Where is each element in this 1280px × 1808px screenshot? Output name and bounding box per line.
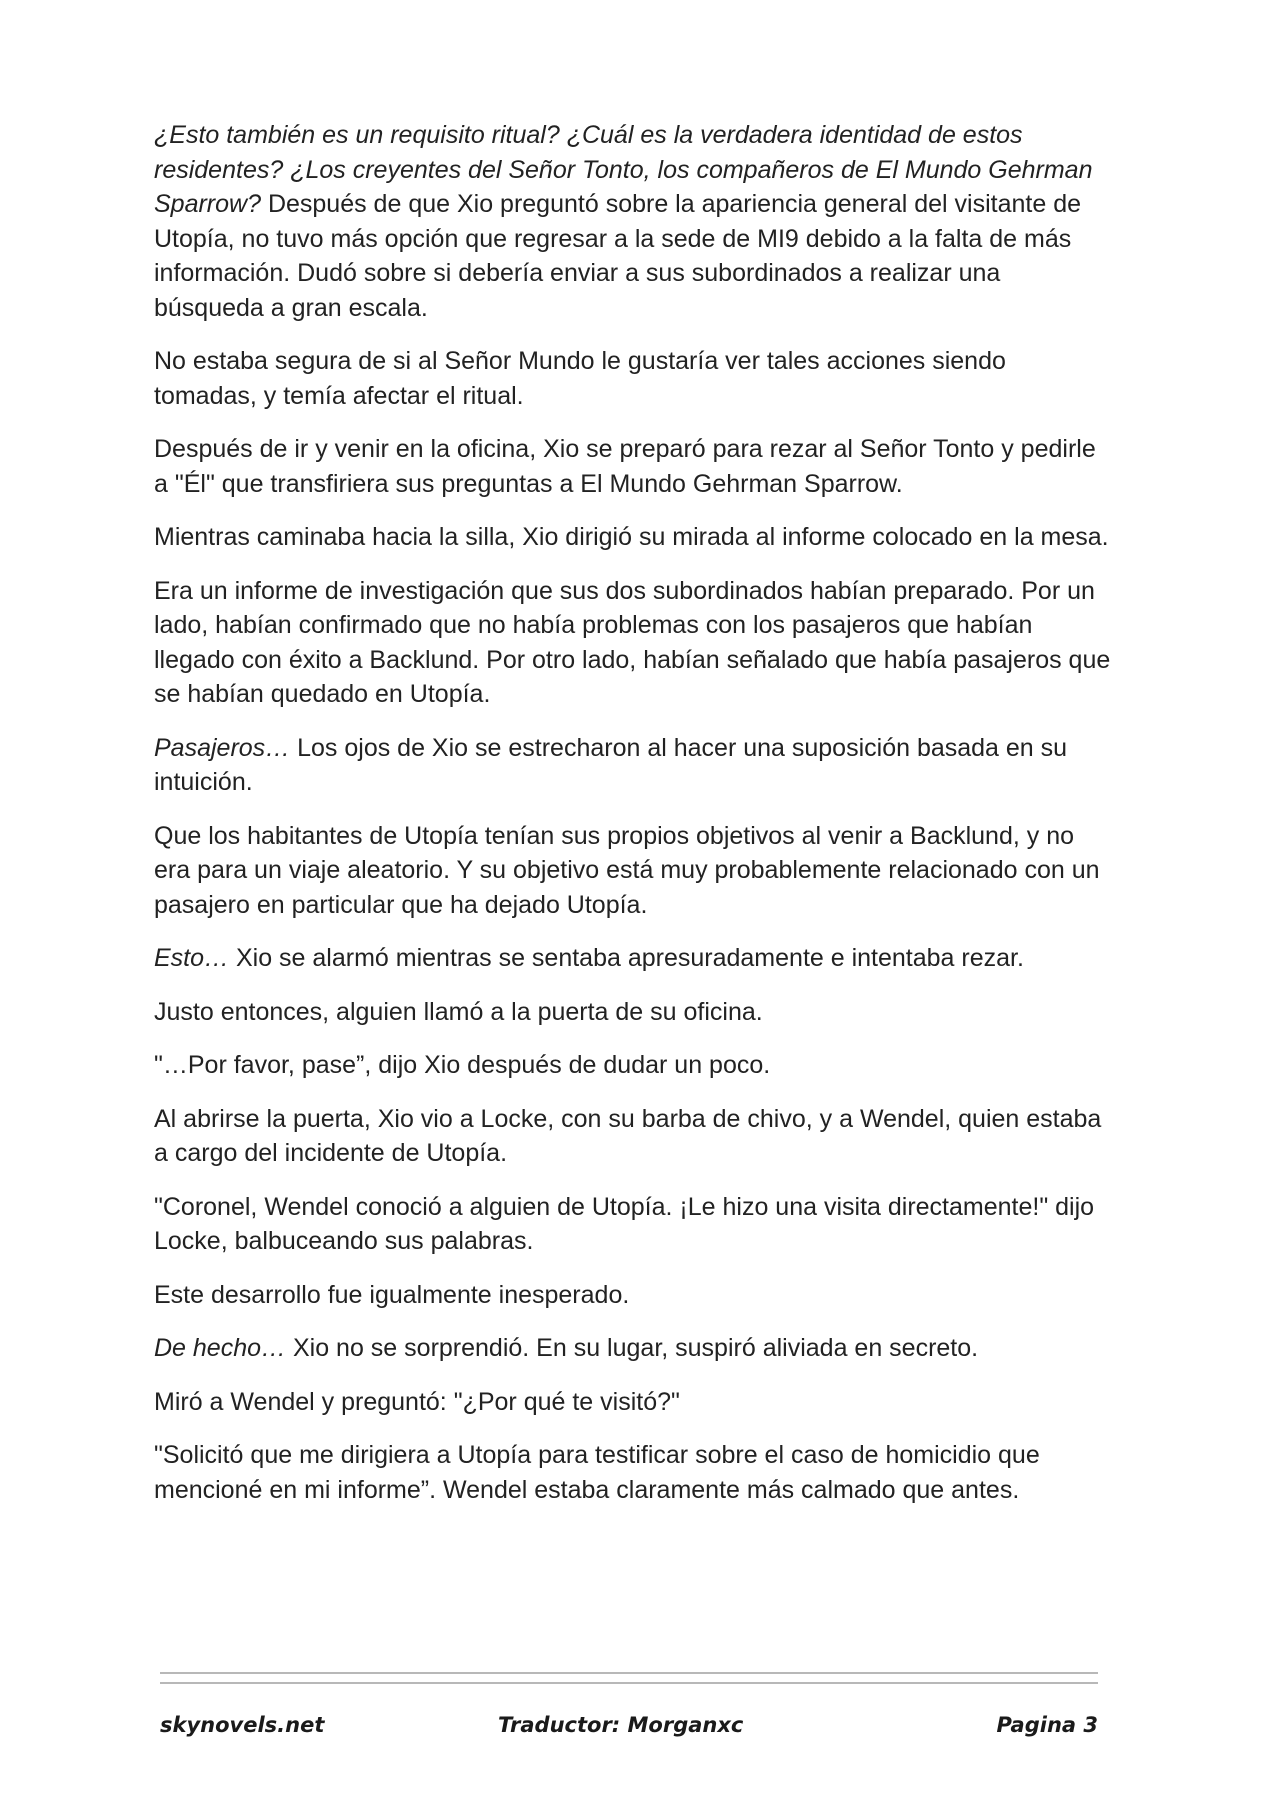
paragraph-text: Mientras caminaba hacia la silla, Xio dirigió su mirada al informe colocado en la mesa. [154,523,1109,551]
paragraph-11 [154,1102,1114,1171]
paragraph-2 [154,344,1114,413]
paragraph-6 [154,731,1114,800]
paragraph-text: "Coronel, Wendel conoció a alguien de Utopía. ¡Le hizo una visita directamente!" dijo Locke, balbuceando sus palabras. [154,1192,1095,1255]
paragraph-3 [154,432,1114,501]
paragraph-13 [154,1278,1114,1313]
page-body [154,118,1114,1526]
footer-site: skynovels.net [160,1713,325,1737]
paragraph-text: Al abrirse la puerta, Xio vio a Locke, con su barba de chivo, y a Wendel, quien estaba a cargo del incidente de Utopía. [154,1104,1102,1167]
paragraph-text: Este desarrollo fue igualmente inesperado. [154,1280,630,1309]
paragraph-text: Xio no se sorprendió. En su lugar, suspiró aliviada en secreto. [286,1334,979,1362]
footer-page-number: Pagina 3 [996,1713,1098,1737]
paragraph-italic: Esto… [154,944,230,972]
page-footer [160,1713,1098,1743]
paragraph-text: Después de que Xio preguntó sobre la apariencia general del visitante de Utopía, no tuvo más opción que regresar a la sede de MI9 debido a la falta de más información. Dudó sobre si debería enviar a sus subordinados a realizar una búsqueda a gran escala. [154,190,1081,322]
paragraph-text: Xio se alarmó mientras se sentaba apresuradamente e intentaba rezar. [229,944,1024,972]
paragraph-16 [154,1438,1114,1507]
footer-divider-top [160,1672,1098,1674]
paragraph-text: Justo entonces, alguien llamó a la puerta de su oficina. [154,997,763,1026]
footer-divider-bottom [160,1682,1098,1684]
footer-translator: Traductor: Morganxc [498,1713,744,1737]
paragraph-text: "…Por favor, pase”, dijo Xio después de dudar un poco. [154,1051,771,1079]
paragraph-1 [154,118,1114,325]
paragraph-text: Miró a Wendel y preguntó: "¿Por qué te visitó?" [154,1387,680,1416]
paragraph-10 [154,1048,1114,1083]
paragraph-italic: Pasajeros… [154,733,291,762]
paragraph-italic: De hecho… [154,1334,287,1362]
paragraph-9 [154,995,1114,1030]
paragraph-text: Después de ir y venir en la oficina, Xio se preparó para rezar al Señor Tonto y pedirle a "Él" que transfiriera sus preguntas a El Mundo Gehrman Sparrow. [154,435,1096,498]
paragraph-text: Era un informe de investigación que sus dos subordinados habían preparado. Por un lado, habían confirmado que no había problemas con los pasajeros que habían llegado con éxito a Backlund. Por otro lado, habían señalado que había pasajeros que se habían quedado en Utopía. [154,576,1111,708]
paragraph-5 [154,574,1114,712]
paragraph-text: "Solicitó que me dirigiera a Utopía para testificar sobre el caso de homicidio que mencioné en mi informe”. Wendel estaba claramente más calmado que antes. [154,1441,1040,1504]
paragraph-8 [154,941,1114,976]
paragraph-text: Los ojos de Xio se estrecharon al hacer una suposición basada en su intuición. [154,733,1068,796]
paragraph-italic: ¿Esto también es un requisito ritual? ¿Cuál es la verdadera identidad de estos residentes? ¿Los creyentes del Señor Tonto, los compañeros de El Mundo Gehrman Sparrow? [154,121,1093,218]
paragraph-text: No estaba segura de si al Señor Mundo le gustaría ver tales acciones siendo tomadas, y temía afectar el ritual. [154,347,1006,410]
paragraph-12 [154,1190,1114,1259]
paragraph-7 [154,819,1114,923]
paragraph-14 [154,1331,1114,1366]
paragraph-4 [154,520,1114,555]
paragraph-15 [154,1385,1114,1420]
paragraph-text: Que los habitantes de Utopía tenían sus propios objetivos al venir a Backlund, y no era para un viaje aleatorio. Y su objetivo está muy probablemente relacionado con un pasajero en particular que ha dejado Utopía. [154,821,1100,919]
